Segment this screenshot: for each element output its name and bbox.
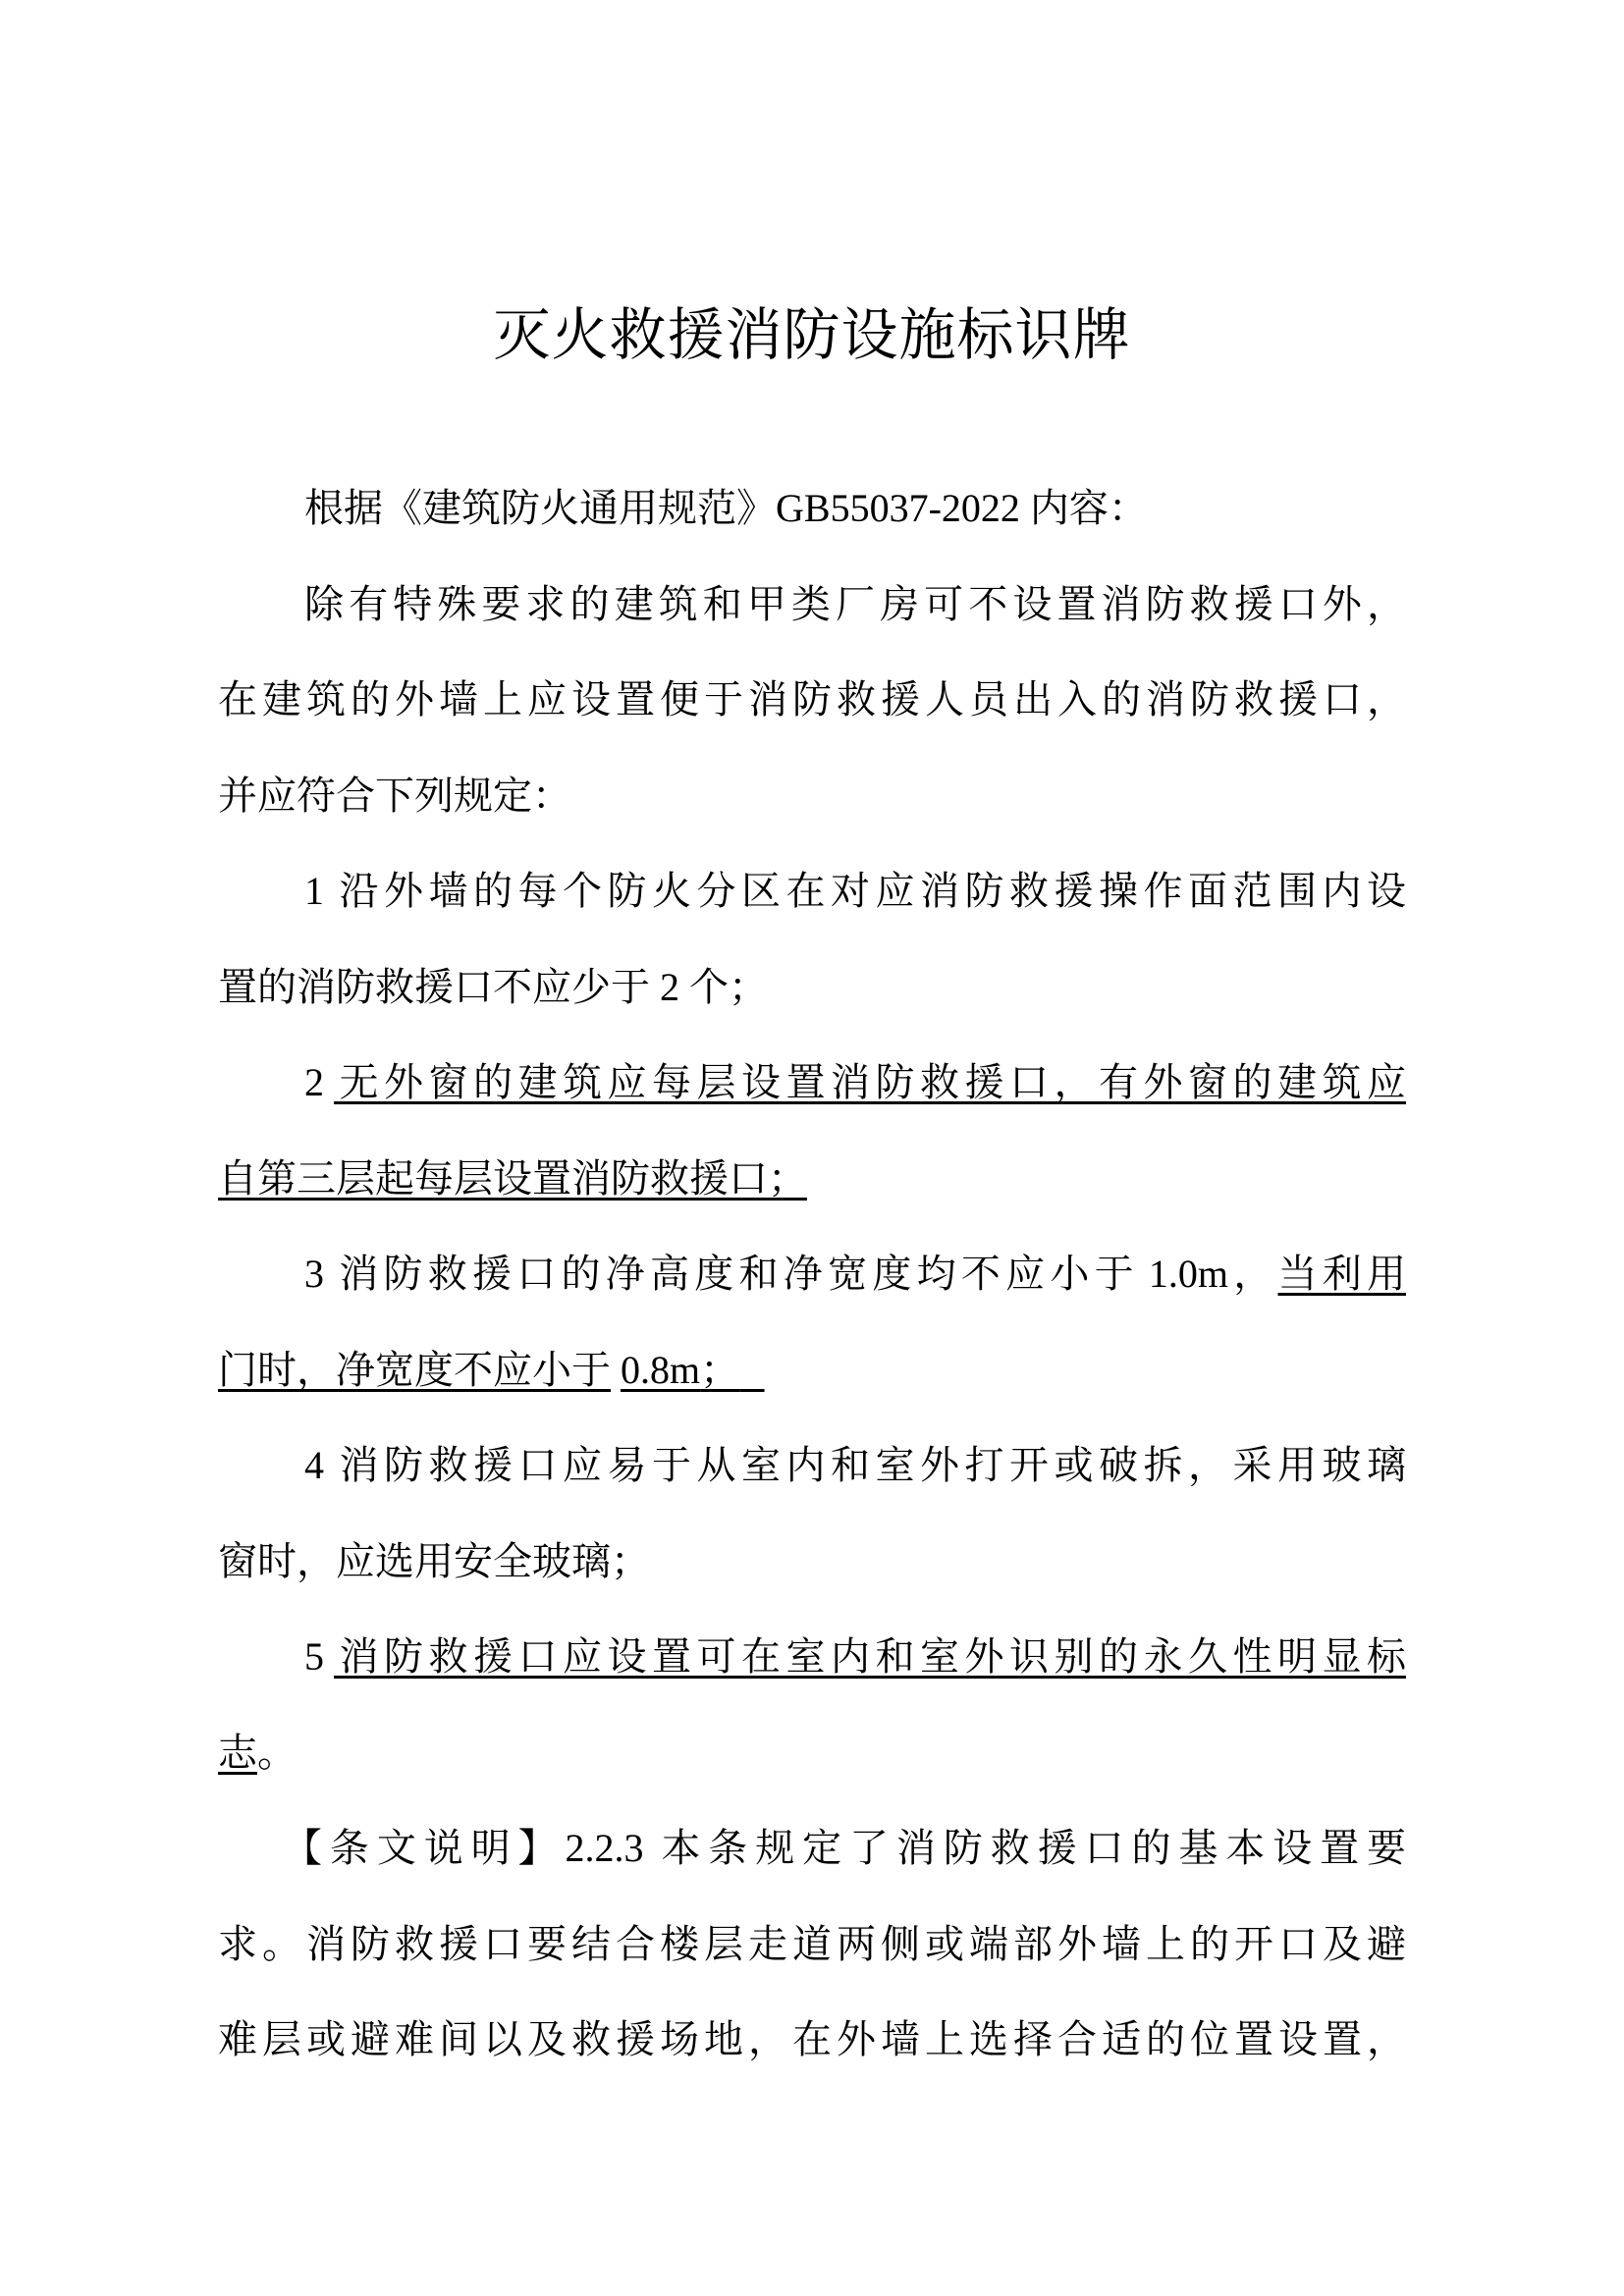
clause-number: 2.2.3: [565, 1826, 644, 1870]
clause-lead-line-1: [218, 565, 1406, 662]
item-text-end: 个；: [689, 964, 768, 1010]
item-number: 2: [304, 1060, 324, 1104]
item-text-underlined: 消防救援口应设置可在室内和室外识别的永久性明显标: [334, 1634, 1406, 1680]
item-number: 4: [304, 1443, 324, 1487]
item-value: 2: [660, 964, 679, 1009]
item-text: 置的消防救援口不应少于: [218, 964, 650, 1010]
clause-lead-line-2: [218, 661, 1406, 757]
list-item-2-line-1: [218, 1043, 1406, 1140]
item-number: 3: [304, 1252, 324, 1296]
explanation-text: 难层或避难间以及救援场地，在外墙上选择合适的位置设置，: [218, 2017, 1406, 2062]
item-text-underlined: 志: [218, 1730, 257, 1776]
item-text: 消防救援口的净高度和净宽度均不应小于: [334, 1252, 1139, 1297]
list-item-4-line-2: [218, 1522, 1406, 1619]
item-value: 1.0m: [1148, 1252, 1228, 1296]
clause-lead-line-3: [218, 757, 1406, 853]
list-item-1-line-1: [218, 852, 1406, 948]
item-comma: ，: [1227, 1252, 1278, 1297]
standard-code: GB55037-2022: [776, 486, 1020, 530]
explanation-text: 求。消防救援口要结合楼层走道两侧或端部外墙上的开口及避: [218, 1921, 1406, 1967]
intro-prefix: 根据《建筑防火通用规范》: [304, 486, 776, 531]
item-text-underlined: [218, 1348, 765, 1393]
clause-lead-text: 除有特殊要求的建筑和甲类厂房可不设置消防救援口外，: [304, 581, 1406, 627]
item-text-underlined: 当利用: [1277, 1252, 1407, 1297]
item-number: 1: [304, 869, 324, 913]
list-item-5-line-1: [218, 1618, 1406, 1714]
explanation-line-1: [218, 1809, 1406, 1905]
item-text-underlined: 自第三层起每层设置消防救援口；: [218, 1155, 807, 1201]
list-item-3-line-2: [218, 1331, 1406, 1427]
item-text: 窗时，应选用安全玻璃；: [218, 1538, 650, 1584]
intro-paragraph: [218, 469, 1406, 565]
page-title: 灭火救援消防设施标识牌: [493, 301, 1131, 368]
item-number: 5: [304, 1634, 324, 1679]
clause-lead-text: 并应符合下列规定：: [218, 773, 571, 819]
explanation-line-2: [218, 1905, 1406, 2002]
list-item-4-line-1: [218, 1426, 1406, 1522]
explanation-text: 本条规定了消防救援口的基本设置要: [653, 1826, 1407, 1871]
item-text: 消防救援口应易于从室内和室外打开或破拆，采用玻璃: [334, 1443, 1406, 1488]
list-item-1-line-2: [218, 948, 1406, 1044]
list-item-5-line-2: [218, 1714, 1406, 1810]
intro-suffix: 内容：: [1029, 486, 1148, 531]
clause-lead-text: 在建筑的外墙上应设置便于消防救援人员出入的消防救援口，: [218, 677, 1406, 722]
document-body: [218, 469, 1406, 2097]
explanation-line-3: [218, 2001, 1406, 2097]
item-text-end: ；: [700, 1347, 740, 1393]
item-text: 门时，净宽度不应小于: [218, 1347, 611, 1393]
item-text-end: 。: [257, 1730, 297, 1776]
list-item-2-line-2: [218, 1140, 1406, 1236]
item-text: 沿外墙的每个防火分区在对应消防救援操作面范围内设: [334, 869, 1406, 914]
explanation-label: 【条文说明】: [283, 1826, 566, 1871]
item-value: 0.8m: [621, 1347, 701, 1392]
item-text-underlined: 无外窗的建筑应每层设置消防救援口，有外窗的建筑应: [334, 1060, 1406, 1105]
list-item-3-line-1: [218, 1235, 1406, 1331]
